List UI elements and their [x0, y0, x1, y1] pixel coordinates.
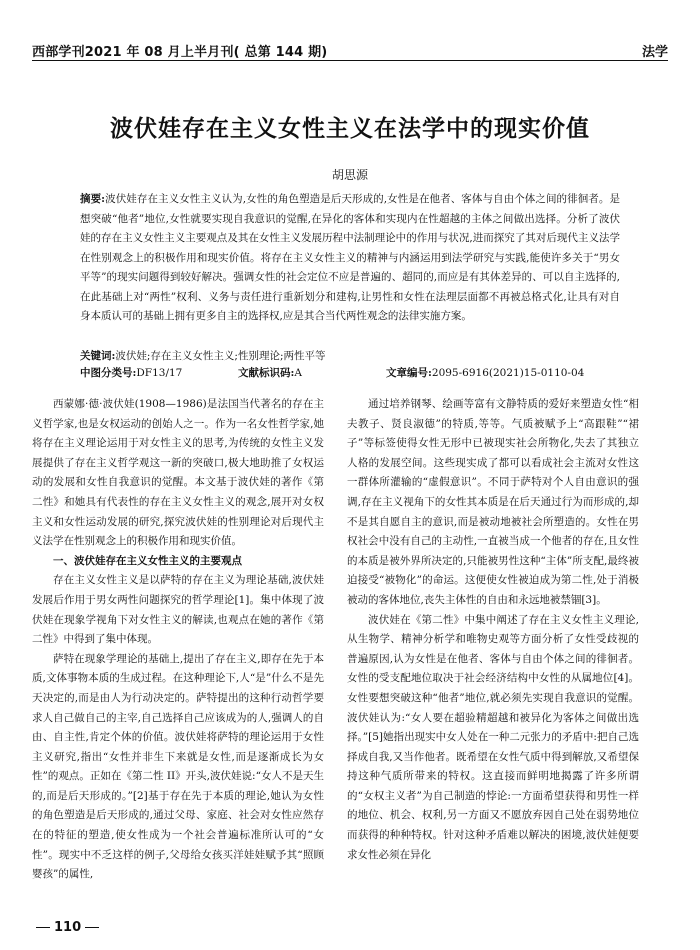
- document-code-label: 文献标识码:: [238, 367, 295, 379]
- article-id-label: 文章编号:: [386, 367, 432, 379]
- keywords: [80, 348, 620, 364]
- article-title: 波伏娃存在主义女性主义在法学中的现实价值: [110, 116, 590, 142]
- paragraph: 存在主义女性主义是以萨特的存在主义为理论基础,波伏娃发展后作用于男女两性问题探究的哲学理论[1]。集中体现了波伏娃在现象学视角下对女性主义的解读,也观点在她的著作《第二性》中得到了集中体现。: [32, 574, 324, 646]
- abstract-text: 波伏娃存在主义女性主义认为,女性的角色塑造是后天形成的,女性是在他者、客体与自由个体之间的徘徊者。是想突破“他者”地位,女性就要实现自我意识的觉醒,在异化的客体和实现内在性超越的主体之间做出选择。分析了波伏娃的存在主义女性主义主要观点及其在女性主义发展历程中法制理论中的作用与状况,进而探究了其对后现代主义法学在性别观念上的积极作用和现实价值。将存在主义女性主义的精神与内涵运用到法学研究与实践,能使许多关于“男女平等”的现实问题得到较好解决。强调女性的社会定位不应是普遍的、超同的,而应是有其体差异的、可以自主选择的,在此基础上对“两性”权利、义务与责任进行重新划分和建构,让男性和女性在法理层面都不再被总格式化,让具有对自身本质认可的基础上拥有更多自主的选择权,应是其合当代两性观念的法律实施方案。: [80, 193, 620, 322]
- document-code-value: A: [294, 367, 302, 379]
- article-id-value: 2095-6916(2021)15-0110-04: [431, 367, 585, 379]
- article-metadata: [80, 365, 620, 381]
- abstract-label: 摘要:: [80, 193, 106, 205]
- body-column-left: [32, 395, 324, 885]
- paragraph: 波伏娃在《第二性》中集中阐述了存在主义女性主义理论,从生物学、精神分析学和唯物史观等方面分析了女性受歧视的普遍原因,认为女性是在他者、客体与自由个体之间的徘徊者。女性的受支配地位取决于社会经济结构中女性的从属地位[4]。女性要想突破这种“他者”地位,就必须先实现自我意识的觉醒。波伏娃认为:“女人要在超验精超越和被异化为客体之间做出选择。”[5]她指出现实中女人处在一种二元张力的矛盾中:把自己选择成自我,又当作他者。既希望在女性气质中得到解放,又希望保持这种气质所带来的特权。这直接而鲜明地揭露了许多所谓的“女权主义者”为自己制造的悖论:一方面希望获得和男性一样的地位、机会、权利,另一方面又不愿放弃因自己处在弱势地位而获得的种种特权。针对这种矛盾难以解决的困境,波伏娃便要求女性必须在异化: [347, 613, 639, 861]
- paragraph: 萨特在现象学理论的基础上,提出了存在主义,即存在先于本质,文体事物本质的生成过程。在这种理论下,人“是”什么不是先天决定的,而是由人为行动决定的。萨特提出的这种行动哲学要求人自己做自己的主宰,自己选择自己应该成为的人,强调人的自由、自主性,肯定个体的价值。波伏娃将萨特的理论运用于女性主义研究,指出“女性并非生下来就是女性,而是逐渐成长为女性”的观点。正如在《第二性 II》开头,波伏娃说:“女人不是天生的,而是后天形成的。”[2]基于存在先于本质的理论,她认为女性的角色塑造是后天形成的,通过父母、家庭、社会对女性应然存在的特征的塑造,使女性成为一个社会普遍标准所认可的“女性”。现实中不乏这样的例子,父母给女孩买洋娃娃赋予其“照顾婴孩”的属性,: [32, 652, 324, 881]
- paragraph: 西蒙娜·德·波伏娃(1908—1986)是法国当代著名的存在主义哲学家,也是女权运动的创始人之一。作为一名女性哲学家,她将存在主义理论运用于对女性主义的思考,为传统的女性主义发展提供了存在主义哲学观这一新的突破口,极大地助推了女权运动的发展和女性自我意识的觉醒。本文基于波伏娃的著作《第二性》和她具有代表性的存在主义女性主义的观念,展开对女权主义和女性运动发展的研究,探究波伏娃的性别理论对后现代主义法学在性别观念上的积极作用和现实价值。: [32, 398, 324, 548]
- body-column-right: [347, 395, 639, 865]
- journal-info: 西部学刊2021 年 08 月上半月刊( 总第 144 期): [32, 45, 328, 60]
- clc-number: [80, 365, 238, 381]
- clc-label: 中图分类号:: [80, 367, 137, 379]
- document-code: [238, 365, 386, 381]
- clc-value: DF13/17: [136, 367, 183, 379]
- page-number: 110: [54, 920, 82, 935]
- keywords-text: 波伏娃;存在主义女性主义;性别理论;两性平等: [115, 350, 326, 362]
- page-footer: [32, 920, 103, 935]
- footer-dash: [85, 927, 99, 928]
- keywords-label: 关键词:: [80, 350, 116, 362]
- section-heading: 一、波伏娃存在主义女性主义的主要观点: [53, 554, 242, 567]
- running-header: [32, 36, 668, 61]
- footer-dash: [36, 927, 50, 928]
- abstract: [80, 190, 620, 327]
- author-name: 胡思源: [331, 168, 368, 182]
- section-label: 法学: [641, 45, 668, 60]
- paragraph: 通过培养钢琴、绘画等富有文静特质的爱好来塑造女性“相夫教子、贤良淑德”的特质,等等。气质被赋予上“高跟鞋”“裙子”等标签使得女性无形中已被现实社会所物化,失去了其独立人格的发展空间。这些现实成了都可以看成社会主流对女性这一群体所灌输的“虚假意识”。不同于萨特对个人自由意识的强调,存在主义视角下的女性其本质是在后天通过行为而形成的,却不是其自愿自主的意识,而是被动地被社会所塑造的。女性在男权社会中没有自己的主动性,一直被当成一个他者的存在,且女性的本质是被外界所决定的,只能被男性这种“主体”所支配,最终被迫接受“被物化”的命运。这便使女性被迫成为第二性,处于消极被动的客体地位,丧失主体性的自由和永远地被禁锢[3]。: [347, 398, 639, 606]
- article-id: [386, 365, 584, 381]
